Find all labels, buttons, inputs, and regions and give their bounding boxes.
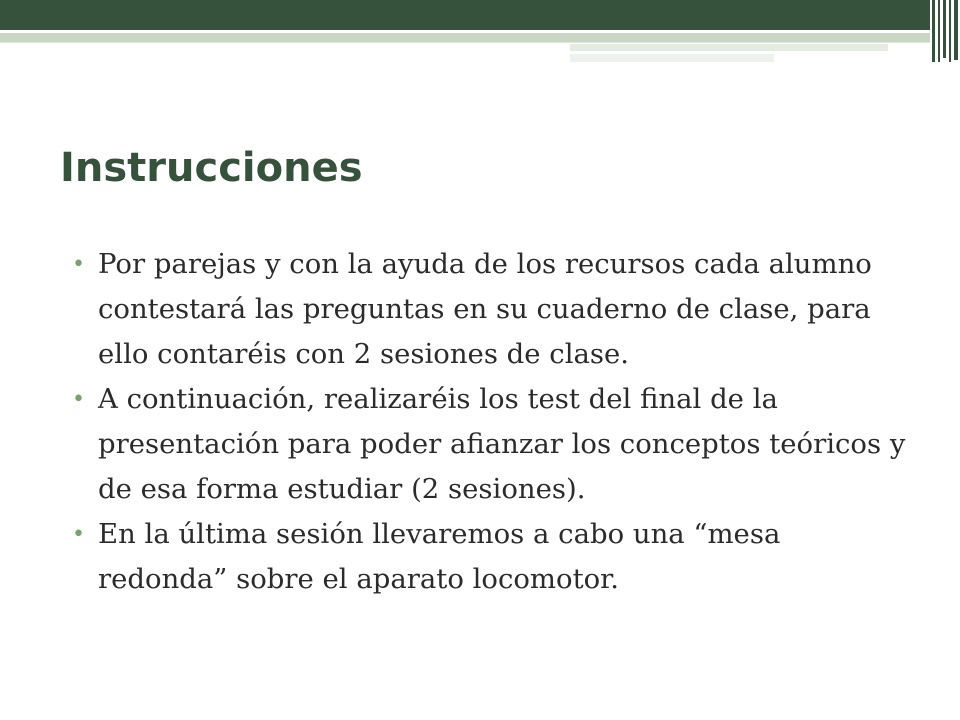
header-band-light <box>570 44 888 51</box>
bullet-text: En la última sesión llevaremos a cabo una “mesa redonda” sobre el aparato locomotor. <box>98 518 781 595</box>
header-band-dark <box>0 0 930 30</box>
bullet-item <box>72 512 912 602</box>
bullet-text: A continuación, realizaréis los test del final de la presentación para poder afianzar los conceptos teóricos y de esa forma estudiar (2 sesiones). <box>98 383 906 505</box>
bullet-list <box>72 242 912 602</box>
bullet-item <box>72 242 912 377</box>
bullet-dot-icon: • <box>72 522 85 547</box>
slide-title: Instrucciones <box>60 145 363 191</box>
header-band-mid <box>0 33 930 42</box>
corner-stripes <box>930 0 960 62</box>
bullet-item <box>72 377 912 512</box>
bullet-dot-icon: • <box>72 252 85 277</box>
header-band-line <box>0 42 930 43</box>
bullet-dot-icon: • <box>72 387 85 412</box>
header-band-lighter <box>570 54 774 62</box>
bullet-text: Por parejas y con la ayuda de los recursos cada alumno contestará las preguntas en su cuaderno de clase, para ello contaréis con 2 sesiones de clase. <box>98 248 872 370</box>
